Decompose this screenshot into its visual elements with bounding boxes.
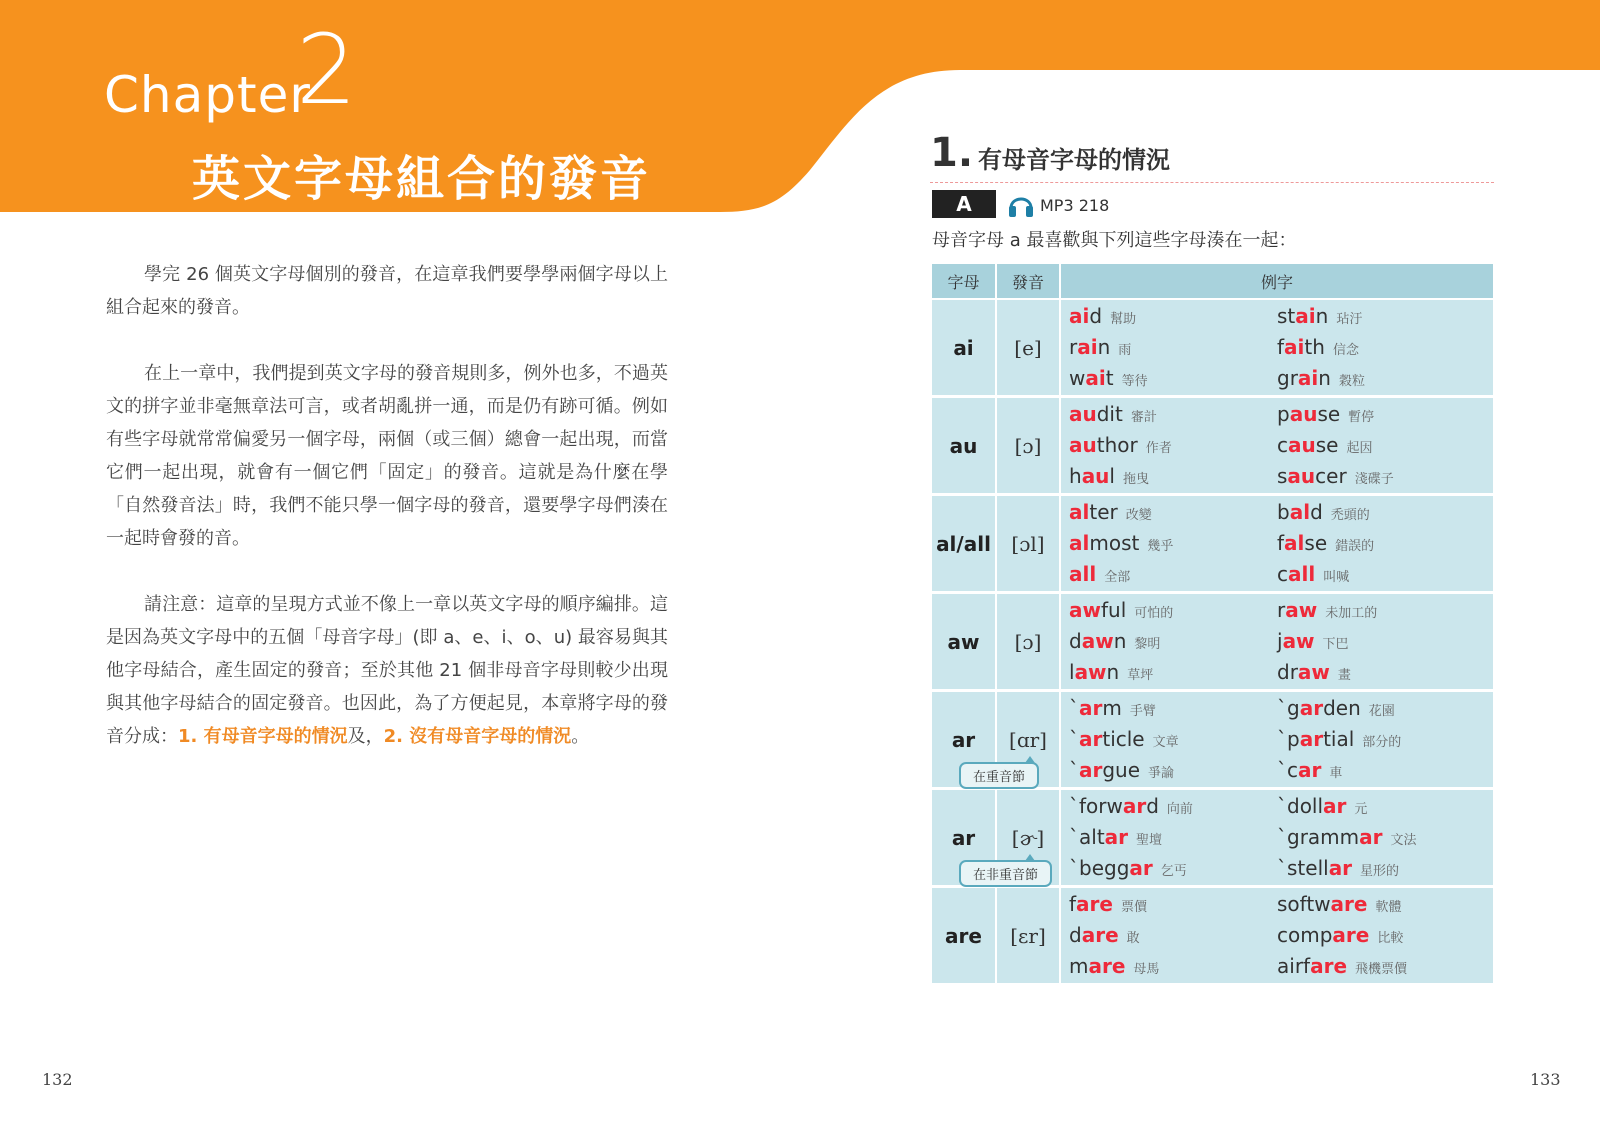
highlighted-letters: all — [1069, 562, 1097, 586]
word-part: f — [1069, 892, 1077, 916]
mp3-track[interactable]: MP3 218 — [1040, 196, 1110, 215]
highlighted-letters: ai — [1295, 304, 1316, 328]
word-part: ` — [1069, 758, 1079, 782]
example-meaning: 車 — [1329, 766, 1343, 781]
example-meaning: 聖壇 — [1136, 833, 1163, 848]
word-part: r — [1069, 335, 1078, 359]
chapter-label: Chapter — [104, 66, 311, 124]
example-meaning: 比較 — [1377, 931, 1404, 946]
letter-cell: ai — [932, 299, 996, 397]
word-part: tial — [1323, 727, 1355, 751]
word-part: th — [1304, 335, 1325, 359]
example-word — [1277, 792, 1485, 821]
example-word — [1069, 498, 1277, 527]
example-word — [1069, 694, 1277, 723]
ipa-cell: [ɚ] 在非重音節 — [996, 789, 1060, 887]
word-part: d — [1069, 629, 1082, 653]
example-word — [1277, 596, 1485, 625]
word-part: `stell — [1277, 856, 1329, 880]
example-meaning: 幾乎 — [1147, 539, 1174, 554]
word-part: `forw — [1069, 794, 1123, 818]
chapter-title: 英文字母組合的發音 — [192, 151, 652, 207]
example-word — [1277, 952, 1485, 981]
example-word — [1069, 854, 1277, 883]
highlighted-letters: are — [1081, 923, 1119, 947]
example-meaning: 叫喊 — [1323, 570, 1350, 585]
example-meaning: 暫停 — [1348, 410, 1375, 425]
ipa-cell: [ɔ] — [996, 397, 1060, 495]
word-part: `alt — [1069, 825, 1105, 849]
stress-note: 在重音節 — [959, 762, 1039, 789]
highlighted-letters: ar — [1079, 758, 1103, 782]
example-meaning: 文法 — [1390, 833, 1417, 848]
example-word — [1277, 823, 1485, 852]
examples-cell — [1060, 887, 1494, 985]
highlighted-letters: ar — [1328, 856, 1353, 880]
example-word — [1277, 694, 1485, 723]
ipa-cell: [ɔ] — [996, 593, 1060, 691]
paragraph: 在上一章中，我們提到英文字母的發音規則多，例外也多，不過英文的拼字並非毫無章法可言，或者胡亂拼一通，而是仍有跡可循。例如有些字母就常常偏愛另一個字母，兩個（或三個）總會一起出現，而當它們一起出現，就會有一個它們「固定」的發音。這就是為什麼在學「自然發音法」時，我們不能只學一個字母的發音，還要學字母們湊在一起時會發的音。 — [106, 363, 668, 549]
example-word — [1069, 400, 1277, 429]
example-meaning: 禿頭的 — [1330, 508, 1370, 523]
example-meaning: 母馬 — [1133, 962, 1160, 977]
section-title: 有母音字母的情況 — [978, 146, 1170, 174]
highlighted-letters: are — [1330, 892, 1368, 916]
letter-cell: aw — [932, 593, 996, 691]
word-part: softw — [1277, 892, 1331, 916]
letter-cell: au — [932, 397, 996, 495]
example-word — [1069, 302, 1277, 331]
section-number: 1. — [930, 130, 974, 176]
example-word — [1277, 658, 1485, 687]
letter-cell: ar — [932, 691, 996, 789]
word-part: l — [1069, 660, 1075, 684]
word-part: w — [1069, 366, 1086, 390]
highlighted-letters: ar — [1104, 825, 1129, 849]
section-heading — [930, 130, 1494, 183]
highlighted-letters: ai — [1284, 335, 1305, 359]
highlighted-letters: au — [1069, 433, 1097, 457]
word-part: airf — [1277, 954, 1311, 978]
word-part: s — [1277, 464, 1288, 488]
word-part: f — [1277, 335, 1285, 359]
example-word — [1069, 529, 1277, 558]
word-part: r — [1277, 598, 1286, 622]
examples-cell — [1060, 495, 1494, 593]
example-meaning: 錯誤的 — [1335, 539, 1375, 554]
highlighted-letters: al — [1284, 531, 1305, 555]
example-meaning: 向前 — [1166, 802, 1193, 817]
example-meaning: 畫 — [1337, 668, 1351, 683]
example-meaning: 乞丐 — [1160, 864, 1187, 879]
example-meaning: 敢 — [1126, 931, 1140, 946]
highlighted-letters: ai — [1069, 304, 1090, 328]
word-part: gr — [1277, 366, 1298, 390]
example-meaning: 全部 — [1104, 570, 1131, 585]
example-meaning: 改變 — [1125, 508, 1152, 523]
word-part: most — [1089, 531, 1140, 555]
highlighted-letters: aw — [1069, 598, 1101, 622]
example-word — [1069, 756, 1277, 785]
word-part: c — [1277, 562, 1288, 586]
example-meaning: 元 — [1354, 802, 1368, 817]
example-word — [1277, 462, 1485, 491]
word-part: n — [1113, 629, 1127, 653]
word-part: se — [1304, 531, 1328, 555]
examples-cell — [1060, 789, 1494, 887]
example-word — [1069, 431, 1277, 460]
highlighted-letters: are — [1076, 892, 1113, 916]
example-word — [1277, 302, 1485, 331]
table-row — [932, 593, 1494, 691]
example-word — [1069, 364, 1277, 393]
word-part: m — [1069, 954, 1089, 978]
example-meaning: 軟體 — [1375, 900, 1402, 915]
highlight-link: 2. 沒有母音字母的情況 — [383, 726, 572, 747]
word-part: d — [1069, 923, 1082, 947]
word-part: `p — [1277, 727, 1300, 751]
table-row — [932, 299, 1494, 397]
examples-cell — [1060, 593, 1494, 691]
highlighted-letters: au — [1081, 464, 1110, 488]
example-meaning: 玷汙 — [1336, 312, 1363, 327]
example-word — [1277, 725, 1485, 754]
word-part: den — [1323, 696, 1361, 720]
stress-note: 在非重音節 — [959, 860, 1052, 887]
highlighted-letters: ar — [1129, 856, 1153, 880]
section-tag: A — [932, 190, 996, 218]
example-word — [1069, 890, 1277, 919]
highlighted-letters: au — [1069, 402, 1097, 426]
highlighted-letters: aw — [1081, 629, 1114, 653]
example-meaning: 黎明 — [1134, 637, 1161, 652]
example-word — [1069, 596, 1277, 625]
word-part: se — [1315, 433, 1339, 457]
word-part: n — [1315, 304, 1329, 328]
example-meaning: 文章 — [1152, 735, 1179, 750]
example-word — [1069, 333, 1277, 362]
example-meaning: 票價 — [1120, 900, 1147, 915]
example-meaning: 淺碟子 — [1354, 472, 1394, 487]
example-word — [1277, 529, 1485, 558]
ipa-cell: [ɛr] — [996, 887, 1060, 985]
col-header-letter: 字母 — [932, 264, 996, 299]
example-meaning: 等待 — [1121, 374, 1148, 389]
highlighted-letters: aw — [1282, 629, 1315, 653]
word-part: cer — [1315, 464, 1347, 488]
example-meaning: 草坪 — [1127, 668, 1154, 683]
example-word — [1277, 498, 1485, 527]
example-meaning: 幫助 — [1110, 312, 1137, 327]
paragraph: 學完 26 個英文字母個別的發音，在這章我們要學學兩個字母以上組合起來的發音。 — [106, 264, 668, 318]
ipa-cell: [ɔl] — [996, 495, 1060, 593]
example-word — [1069, 462, 1277, 491]
letter-cell: are — [932, 887, 996, 985]
highlighted-letters: al — [1069, 500, 1090, 524]
highlighted-letters: ar — [1079, 727, 1103, 751]
word-part: `begg — [1069, 856, 1130, 880]
highlighted-letters: au — [1289, 402, 1318, 426]
example-word — [1069, 627, 1277, 656]
word-part: l — [1109, 464, 1115, 488]
word-part: dit — [1096, 402, 1123, 426]
examples-cell — [1060, 299, 1494, 397]
table-row — [932, 691, 1494, 789]
highlighted-letters: ar — [1122, 794, 1147, 818]
example-word — [1277, 627, 1485, 656]
examples-cell — [1060, 397, 1494, 495]
table-row — [932, 789, 1494, 887]
example-word — [1069, 921, 1277, 950]
highlighted-letters: ai — [1085, 366, 1106, 390]
example-meaning: 未加工的 — [1325, 606, 1378, 621]
highlighted-letters: ai — [1077, 335, 1098, 359]
word-part: st — [1277, 304, 1296, 328]
word-part: `g — [1277, 696, 1300, 720]
table-intro: 母音字母 a 最喜歡與下列這些字母湊在一起： — [932, 230, 1297, 251]
word-part: `doll — [1277, 794, 1324, 818]
example-meaning: 拖曳 — [1122, 472, 1149, 487]
highlighted-letters: ar — [1359, 825, 1383, 849]
word-part: n — [1318, 366, 1331, 390]
examples-cell — [1060, 691, 1494, 789]
word-part: comp — [1277, 923, 1333, 947]
word-part: ful — [1100, 598, 1127, 622]
highlighted-letters: aw — [1297, 660, 1330, 684]
word-part: c — [1277, 433, 1288, 457]
word-part: n — [1106, 660, 1120, 684]
word-part: f — [1277, 531, 1285, 555]
highlighted-letters: are — [1088, 954, 1126, 978]
example-meaning: 飛機票價 — [1355, 962, 1408, 977]
highlighted-letters: ai — [1297, 366, 1319, 390]
example-meaning: 爭論 — [1148, 766, 1175, 781]
example-meaning: 星形的 — [1360, 864, 1400, 879]
letter-cell: ar — [932, 789, 996, 887]
word-part: ` — [1069, 696, 1079, 720]
ipa-cell: [ɑr] 在重音節 — [996, 691, 1060, 789]
highlighted-letters: ar — [1079, 696, 1103, 720]
word-part: ` — [1069, 727, 1079, 751]
example-meaning: 部分的 — [1362, 735, 1402, 750]
highlighted-letters: are — [1332, 923, 1370, 947]
table-row — [932, 397, 1494, 495]
example-word — [1069, 823, 1277, 852]
example-meaning: 花園 — [1368, 704, 1395, 719]
highlight-link: 1. 有母音字母的情況 — [178, 726, 348, 747]
highlighted-letters: au — [1288, 433, 1316, 457]
example-word — [1277, 333, 1485, 362]
example-meaning: 起因 — [1346, 441, 1373, 456]
example-meaning: 下巴 — [1322, 637, 1349, 652]
intro-text — [106, 258, 668, 786]
example-word — [1277, 400, 1485, 429]
highlighted-letters: ar — [1298, 758, 1322, 782]
example-word — [1277, 560, 1485, 589]
highlighted-letters: ar — [1299, 696, 1324, 720]
letter-cell: al/all — [932, 495, 996, 593]
example-meaning: 雨 — [1118, 343, 1132, 358]
word-part: j — [1277, 629, 1283, 653]
highlighted-letters: al — [1069, 531, 1090, 555]
highlighted-letters: are — [1310, 954, 1348, 978]
word-part: ter — [1089, 500, 1118, 524]
word-part: m — [1102, 696, 1122, 720]
ipa-cell: [e] — [996, 299, 1060, 397]
page-number-right: 133 — [1530, 1070, 1561, 1089]
word-part: n — [1097, 335, 1111, 359]
headphone-icon[interactable] — [1008, 190, 1034, 218]
word-part: se — [1317, 402, 1341, 426]
word-part: ticle — [1102, 727, 1145, 751]
example-meaning: 手臂 — [1129, 704, 1156, 719]
highlighted-letters: aw — [1074, 660, 1107, 684]
example-word — [1069, 792, 1277, 821]
word-part: dr — [1277, 660, 1298, 684]
table-row — [932, 887, 1494, 985]
example-word — [1069, 658, 1277, 687]
word-part: d — [1146, 794, 1159, 818]
example-word — [1277, 431, 1485, 460]
word-part: h — [1069, 464, 1082, 488]
word-part: `c — [1277, 758, 1298, 782]
col-header-sound: 發音 — [996, 264, 1060, 299]
highlighted-letters: ar — [1299, 727, 1324, 751]
example-word — [1277, 364, 1485, 393]
example-word — [1277, 756, 1485, 785]
word-part: b — [1277, 500, 1290, 524]
chapter-number: 2 — [296, 14, 358, 126]
word-part: thor — [1096, 433, 1138, 457]
word-part: `gramm — [1277, 825, 1360, 849]
highlighted-letters: al — [1289, 500, 1311, 524]
table-row — [932, 495, 1494, 593]
example-meaning: 信念 — [1332, 343, 1359, 358]
example-word — [1277, 854, 1485, 883]
word-part: t — [1105, 366, 1114, 390]
phonics-table — [932, 264, 1495, 986]
example-word — [1277, 921, 1485, 950]
example-meaning: 穀粒 — [1338, 374, 1365, 389]
word-part: d — [1310, 500, 1323, 524]
word-part: p — [1277, 402, 1290, 426]
example-meaning: 作者 — [1145, 441, 1172, 456]
paragraph: 請注意：這章的呈現方式並不像上一章以英文字母的順序編排。這是因為英文字母中的五個「母音字母」(即 a、e、i、o、u) 最容易與其他字母結合，產生固定的發音；至於其他 21 個非母音字母則較少出現與其他字母結合的固定發音。也因此，為了方便起見，本章將字母的發音分成：1. 有母音字母的情況及，2. 沒有母音字母的情況。 — [106, 594, 668, 747]
example-word — [1069, 560, 1277, 589]
example-meaning: 可怕的 — [1134, 606, 1174, 621]
highlighted-letters: au — [1287, 464, 1316, 488]
page-number-left: 132 — [42, 1070, 73, 1089]
example-word — [1069, 725, 1277, 754]
highlighted-letters: ar — [1323, 794, 1347, 818]
example-word — [1069, 952, 1277, 981]
highlighted-letters: all — [1288, 562, 1316, 586]
example-word — [1277, 890, 1485, 919]
col-header-examples: 例字 — [1060, 264, 1494, 299]
word-part: d — [1089, 304, 1103, 328]
word-part: gue — [1102, 758, 1141, 782]
highlighted-letters: aw — [1285, 598, 1318, 622]
example-meaning: 審計 — [1130, 410, 1157, 425]
